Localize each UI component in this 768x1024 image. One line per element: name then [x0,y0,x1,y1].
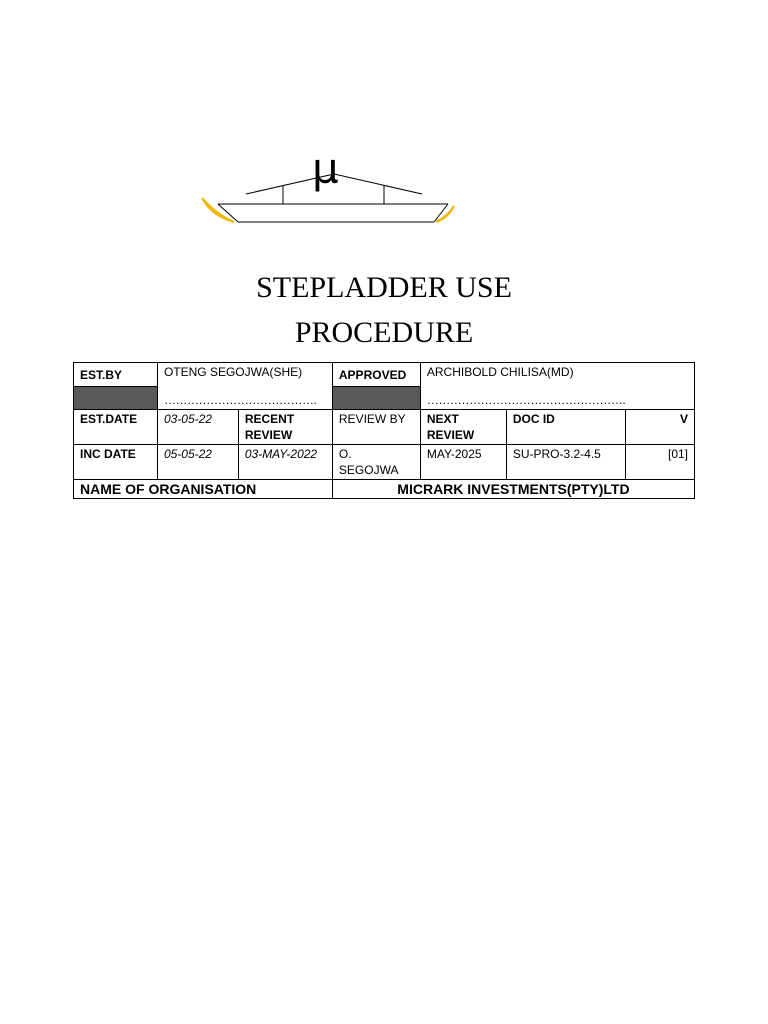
doc-id-value: SU-PRO-3.2-4.5 [506,445,625,480]
approved-value: ARCHIBOLD CHILISA(MD) [426,365,574,379]
est-by-value-cell [157,363,332,410]
table-row [74,363,695,387]
org-label: NAME OF ORGANISATION [74,480,333,499]
review-by-value: O. SEGOJWA [332,445,420,480]
org-value: MICRARK INVESTMENTS(PTY)LTD [332,480,694,499]
est-by-signature-line: …………………………………. [163,393,317,407]
company-logo [196,144,460,230]
est-by-value: OTENG SEGOJWA(SHE) [163,365,303,379]
approved-value-cell [420,363,694,410]
document-control-table [73,362,695,499]
approved-shaded-cell [332,387,420,410]
approved-label: APPROVED [332,363,420,387]
inc-date-value: 05-05-22 [157,445,238,480]
version-value: [01] [626,445,695,480]
document-title-line-2: PROCEDURE [294,316,474,349]
recent-review-value: 03-MAY-2022 [238,445,332,480]
next-review-value: MAY-2025 [420,445,506,480]
doc-id-label: DOC ID [506,410,625,445]
est-date-value: 03-05-22 [157,410,238,445]
table-row [74,480,695,499]
table-row [74,445,695,480]
next-review-label: NEXT REVIEW [420,410,506,445]
review-by-label: REVIEW BY [332,410,420,445]
document-title-line-1: STEPLADDER USE [256,271,512,304]
logo-mu-glyph: µ [312,144,339,193]
recent-review-label: RECENT REVIEW [238,410,332,445]
inc-date-label: INC DATE [74,445,158,480]
est-by-label: EST.BY [74,363,158,387]
est-by-shaded-cell [74,387,158,410]
table-row [74,410,695,445]
approved-signature-line: ……………………………………………. [426,393,626,407]
version-label: V [626,410,695,445]
est-date-label: EST.DATE [74,410,158,445]
